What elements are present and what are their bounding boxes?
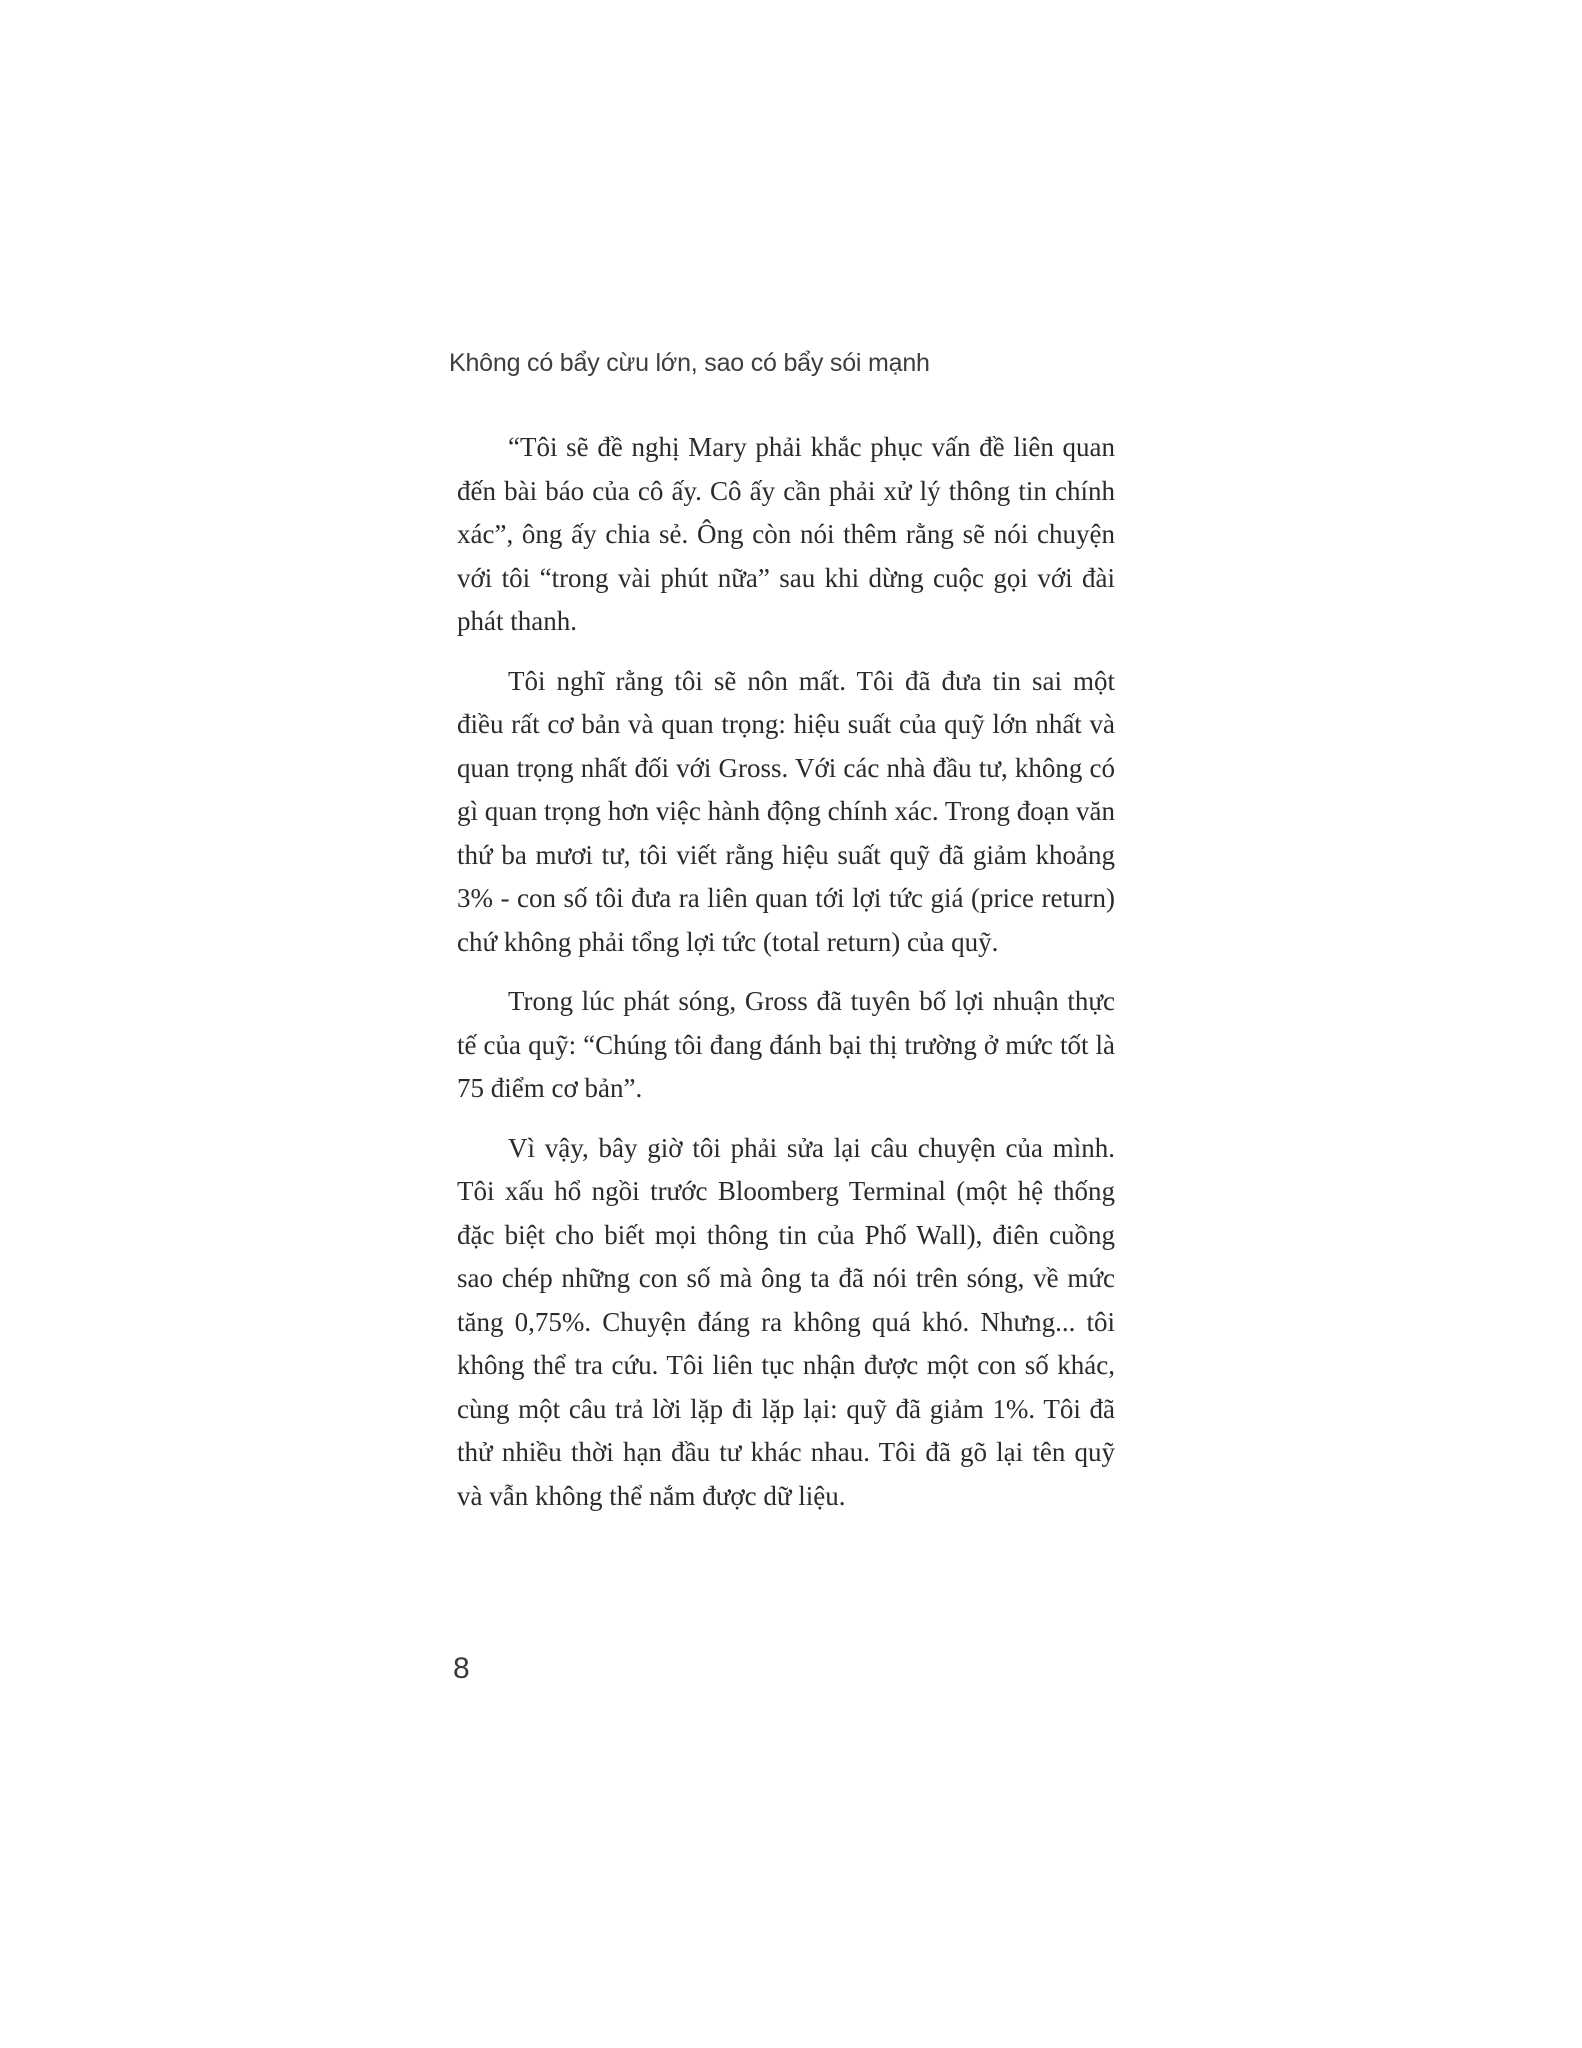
paragraph-3: Trong lúc phát sóng, Gross đã tuyên bố lợi nhuận thực tế của quỹ: “Chúng tôi đang đánh bại thị trường ở mức tốt là 75 điểm cơ bản”.: [457, 986, 1115, 1103]
running-header-title: Không có bẩy cừu lớn, sao có bẩy sói mạnh: [449, 349, 930, 377]
page-number: 8: [453, 1652, 470, 1685]
paragraph-2: Tôi nghĩ rằng tôi sẽ nôn mất. Tôi đã đưa tin sai một điều rất cơ bản và quan trọng: hiệu suất của quỹ lớn nhất và quan trọng nhất đối với Gross. Với các nhà đầu tư, không có gì quan trọng hơn việc hành động chính xác. Trong đoạn văn thứ ba mươi tư, tôi viết rằng hiệu suất quỹ đã giảm khoảng 3% - con số tôi đưa ra liên quan tới lợi tức giá (price return) chứ không phải tổng lợi tức (total return) của quỹ.: [457, 665, 1115, 957]
body-text: [457, 426, 1115, 1518]
paragraph-1: “Tôi sẽ đề nghị Mary phải khắc phục vấn đề liên quan đến bài báo của cô ấy. Cô ấy cần phải xử lý thông tin chính xác”, ông ấy chia sẻ. Ông còn nói thêm rằng sẽ nói chuyện với tôi “trong vài phút nữa” sau khi dừng cuộc gọi với đài phát thanh.: [457, 432, 1115, 636]
paragraph-4: Vì vậy, bây giờ tôi phải sửa lại câu chuyện của mình. Tôi xấu hổ ngồi trước Bloomberg Terminal (một hệ thống đặc biệt cho biết mọi thông tin của Phố Wall), điên cuồng sao chép những con số mà ông ta đã nói trên sóng, về mức tăng 0,75%. Chuyện đáng ra không quá khó. Nhưng... tôi không thể tra cứu. Tôi liên tục nhận được một con số khác, cùng một câu trả lời lặp đi lặp lại: quỹ đã giảm 1%. Tôi đã thử nhiều thời hạn đầu tư khác nhau. Tôi đã gõ lại tên quỹ và vẫn không thể nắm được dữ liệu.: [457, 1132, 1115, 1511]
